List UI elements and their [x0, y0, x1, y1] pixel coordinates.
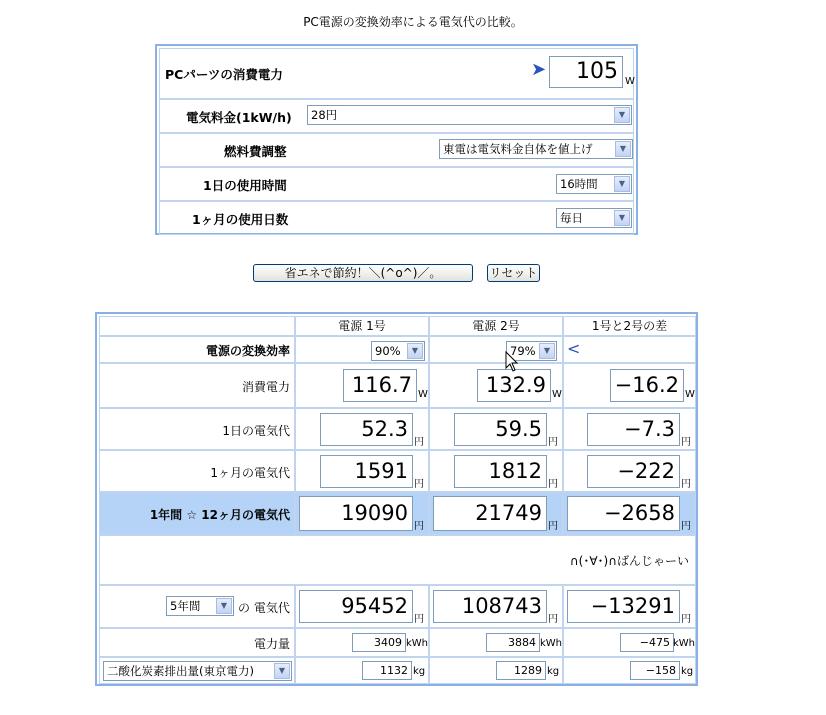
efficiency-label-cell — [99, 336, 295, 363]
energy-psu1-cell — [295, 628, 429, 657]
energy-diff-cell — [563, 628, 696, 657]
header-psu1: 電源 1号 — [295, 316, 429, 336]
daily-psu1-cell — [295, 408, 429, 450]
consumption-diff-value: −16.2 — [610, 369, 684, 402]
daily-label: 1日の電気代 — [222, 424, 290, 438]
yearly-unit: 円 — [548, 521, 558, 532]
years-psu2-cell — [429, 585, 563, 628]
daily-unit: 円 — [681, 437, 691, 448]
monthly-psu1-cell — [295, 450, 429, 492]
consumption-label-cell — [99, 363, 295, 408]
energy-unit: kWh — [406, 638, 429, 649]
years-diff-value: −13291 — [567, 590, 680, 623]
chevron-down-icon: ▼ — [216, 598, 232, 614]
years-label: の 電気代 — [238, 601, 290, 615]
energy-label: 電力量 — [253, 637, 290, 651]
energy-label-cell — [99, 628, 295, 657]
rate-label: 電気料金(1kW/h) — [186, 110, 292, 125]
efficiency-label: 電源の変換効率 — [205, 344, 290, 358]
chevron-down-icon: ▼ — [407, 343, 423, 359]
daily-psu1-value: 52.3 — [320, 413, 413, 446]
yearly-label: 1年間 ☆ 12ヶ月の電気代 — [149, 508, 290, 522]
arrow-right-icon: ➤ — [531, 59, 547, 80]
power-row — [159, 48, 634, 99]
calculate-button[interactable]: 省エネで節約！＼(^o^)／。 — [253, 264, 473, 282]
hours-row — [159, 167, 634, 201]
efficiency-psu1-select[interactable] — [371, 341, 425, 361]
hours-select-value: 16時間 — [560, 177, 598, 191]
reset-button[interactable]: リセット — [487, 264, 540, 282]
efficiency-psu1-cell — [295, 336, 429, 363]
rate-row — [159, 99, 634, 133]
daily-unit: 円 — [414, 437, 424, 448]
co2-unit: kg — [413, 666, 426, 677]
header-blank — [99, 316, 295, 336]
power-input[interactable]: 105 — [549, 56, 623, 88]
fuel-select-value: 東電は電気料金自体を値上げ — [443, 142, 593, 156]
chevron-down-icon: ▼ — [615, 141, 631, 157]
efficiency-psu2-value: 79% — [510, 344, 536, 358]
efficiency-psu2-cell — [429, 336, 563, 363]
energy-psu2-value: 3884 — [486, 633, 540, 652]
monthly-psu2-cell — [429, 450, 563, 492]
chevron-down-icon: ▼ — [614, 107, 630, 123]
fuel-label: 燃料費調整 — [224, 144, 287, 159]
yearly-psu2-cell — [429, 492, 563, 535]
monthly-unit: 円 — [681, 479, 691, 490]
consumption-psu1-value: 116.7 — [343, 369, 417, 402]
yearly-unit: 円 — [414, 521, 424, 532]
yearly-diff-value: −2658 — [567, 496, 680, 531]
years-select[interactable] — [166, 596, 234, 616]
energy-psu2-cell — [429, 628, 563, 657]
co2-psu2-cell — [429, 657, 563, 684]
daily-diff-cell — [563, 408, 696, 450]
co2-diff-value: −158 — [630, 661, 680, 680]
chevron-down-icon: ▼ — [539, 343, 555, 359]
co2-label-cell — [99, 657, 295, 684]
chevron-down-icon: ▼ — [274, 663, 290, 679]
page-title: PC電源の変換効率による電気代の比較。 — [303, 15, 523, 29]
days-label: 1ヶ月の使用日数 — [192, 212, 289, 227]
yearly-unit: 円 — [681, 521, 691, 532]
years-psu2-value: 108743 — [433, 590, 547, 623]
monthly-unit: 円 — [414, 479, 424, 490]
rate-select[interactable] — [307, 105, 632, 125]
celebration-message: ∩(･∀･)∩ばんじゃーい — [569, 554, 689, 568]
hours-select[interactable] — [556, 174, 632, 194]
monthly-psu1-value: 1591 — [320, 455, 413, 488]
mouse-cursor-icon — [505, 351, 519, 373]
consumption-label: 消費電力 — [241, 380, 290, 394]
settings-panel — [155, 44, 638, 235]
daily-label-cell — [99, 408, 295, 450]
days-select[interactable] — [556, 208, 632, 228]
arrow-left-icon: < — [567, 339, 581, 358]
co2-select-value: 二酸化炭素排出量(東京電力) — [107, 664, 254, 678]
efficiency-diff-cell — [563, 336, 696, 363]
yearly-diff-cell — [563, 492, 696, 535]
yearly-psu1-cell — [295, 492, 429, 535]
monthly-label: 1ヶ月の電気代 — [210, 466, 290, 480]
co2-psu1-cell — [295, 657, 429, 684]
chevron-down-icon: ▼ — [614, 176, 630, 192]
daily-psu2-cell — [429, 408, 563, 450]
daily-psu2-value: 59.5 — [454, 413, 547, 446]
co2-select[interactable] — [103, 661, 292, 681]
fuel-row — [159, 133, 634, 167]
co2-psu1-value: 1132 — [362, 661, 412, 680]
hours-label: 1日の使用時間 — [203, 178, 287, 193]
energy-unit: kWh — [540, 638, 563, 649]
monthly-label-cell — [99, 450, 295, 492]
days-select-value: 毎日 — [560, 211, 583, 225]
power-label: PCパーツの消費電力 — [165, 67, 283, 82]
message-cell — [99, 535, 696, 585]
chevron-down-icon: ▼ — [614, 210, 630, 226]
consumption-diff-cell — [563, 363, 696, 408]
monthly-psu2-value: 1812 — [454, 455, 547, 488]
years-unit: 円 — [414, 614, 424, 625]
daily-unit: 円 — [548, 437, 558, 448]
years-diff-cell — [563, 585, 696, 628]
energy-unit: kWh — [673, 638, 696, 649]
co2-diff-cell — [563, 657, 696, 684]
years-select-value: 5年間 — [170, 599, 201, 613]
energy-diff-value: −475 — [620, 633, 674, 652]
years-psu1-value: 95452 — [299, 590, 413, 623]
co2-unit: kg — [681, 666, 694, 677]
power-unit: W — [625, 76, 635, 87]
energy-psu1-value: 3409 — [352, 633, 406, 652]
co2-unit: kg — [547, 666, 560, 677]
fuel-select[interactable] — [439, 139, 633, 159]
consumption-unit: W — [685, 389, 695, 400]
years-unit: 円 — [681, 614, 691, 625]
yearly-label-cell — [99, 492, 295, 535]
results-panel — [95, 312, 698, 686]
consumption-psu2-cell — [429, 363, 563, 408]
consumption-psu1-cell — [295, 363, 429, 408]
header-diff: 1号と2号の差 — [563, 316, 696, 336]
years-label-cell — [99, 585, 295, 628]
consumption-unit: W — [418, 389, 428, 400]
daily-diff-value: −7.3 — [587, 413, 680, 446]
years-psu1-cell — [295, 585, 429, 628]
yearly-psu1-value: 19090 — [299, 496, 413, 531]
days-row — [159, 201, 634, 235]
monthly-diff-value: −222 — [587, 455, 680, 488]
yearly-psu2-value: 21749 — [433, 496, 547, 531]
efficiency-psu1-value: 90% — [375, 344, 401, 358]
years-unit: 円 — [548, 614, 558, 625]
consumption-psu2-value: 132.9 — [477, 369, 551, 402]
consumption-unit: W — [552, 389, 562, 400]
monthly-unit: 円 — [548, 479, 558, 490]
header-psu2: 電源 2号 — [429, 316, 563, 336]
monthly-diff-cell — [563, 450, 696, 492]
rate-select-value: 28円 — [311, 108, 338, 122]
co2-psu2-value: 1289 — [496, 661, 546, 680]
